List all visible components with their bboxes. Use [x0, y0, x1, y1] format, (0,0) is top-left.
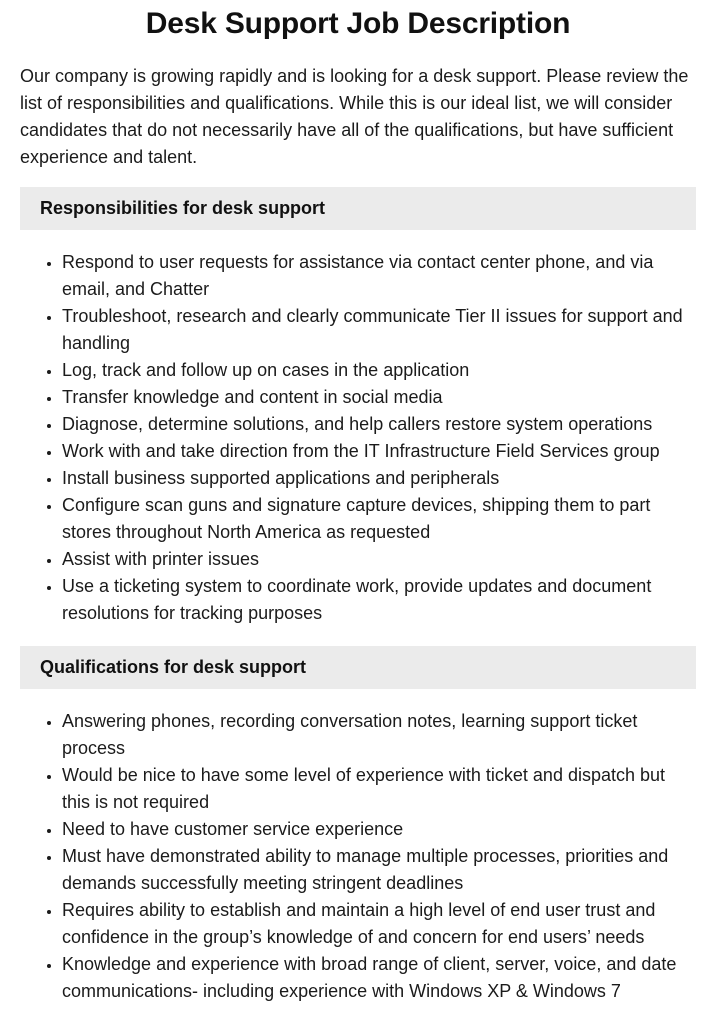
- list-item: • Configure scan guns and signature capture devices, shipping them to part stores throughout North America as requested: [62, 492, 696, 546]
- responsibilities-list: [20, 249, 696, 627]
- section-qualifications: [20, 646, 696, 1005]
- list-item: • Install business supported applications and peripherals: [62, 465, 696, 492]
- responsibilities-heading-bar: [20, 187, 696, 230]
- intro-paragraph: Our company is growing rapidly and is looking for a desk support. Please review the list of responsibilities and qualifications. While this is our ideal list, we will consider candidates that do not necessarily have all of the qualifications, but have sufficient experience and talent.: [20, 66, 689, 167]
- section-responsibilities: [20, 187, 696, 627]
- list-item: • Work with and take direction from the IT Infrastructure Field Services group: [62, 438, 696, 465]
- list-item: • Knowledge and experience with broad range of client, server, voice, and date communications- including experience with Windows XP & Windows 7: [62, 951, 696, 1005]
- list-item: • Answering phones, recording conversation notes, learning support ticket process: [62, 708, 696, 762]
- list-item: • Must have demonstrated ability to manage multiple processes, priorities and demands successfully meeting stringent deadlines: [62, 843, 696, 897]
- list-item: • Transfer knowledge and content in social media: [62, 384, 696, 411]
- list-item: • Log, track and follow up on cases in the application: [62, 357, 696, 384]
- list-item: • Requires ability to establish and maintain a high level of end user trust and confidence in the group’s knowledge of and concern for end users’ needs: [62, 897, 696, 951]
- qualifications-list: [20, 708, 696, 1005]
- list-item: • Troubleshoot, research and clearly communicate Tier II issues for support and handling: [62, 303, 696, 357]
- qualifications-heading-text: Qualifications for desk support: [40, 657, 307, 677]
- list-item: • Respond to user requests for assistance via contact center phone, and via email, and Chatter: [62, 249, 696, 303]
- list-item: • Diagnose, determine solutions, and help callers restore system operations: [62, 411, 696, 438]
- qualifications-heading-bar: [20, 646, 696, 689]
- list-item: • Use a ticketing system to coordinate work, provide updates and document resolutions for tracking purposes: [62, 573, 696, 627]
- page-title: Desk Support Job Description: [145, 7, 571, 40]
- responsibilities-heading-text: Responsibilities for desk support: [40, 198, 326, 218]
- list-item: • Assist with printer issues: [62, 546, 696, 573]
- list-item: • Need to have customer service experience: [62, 816, 696, 843]
- list-item: • Would be nice to have some level of experience with ticket and dispatch but this is not required: [62, 762, 696, 816]
